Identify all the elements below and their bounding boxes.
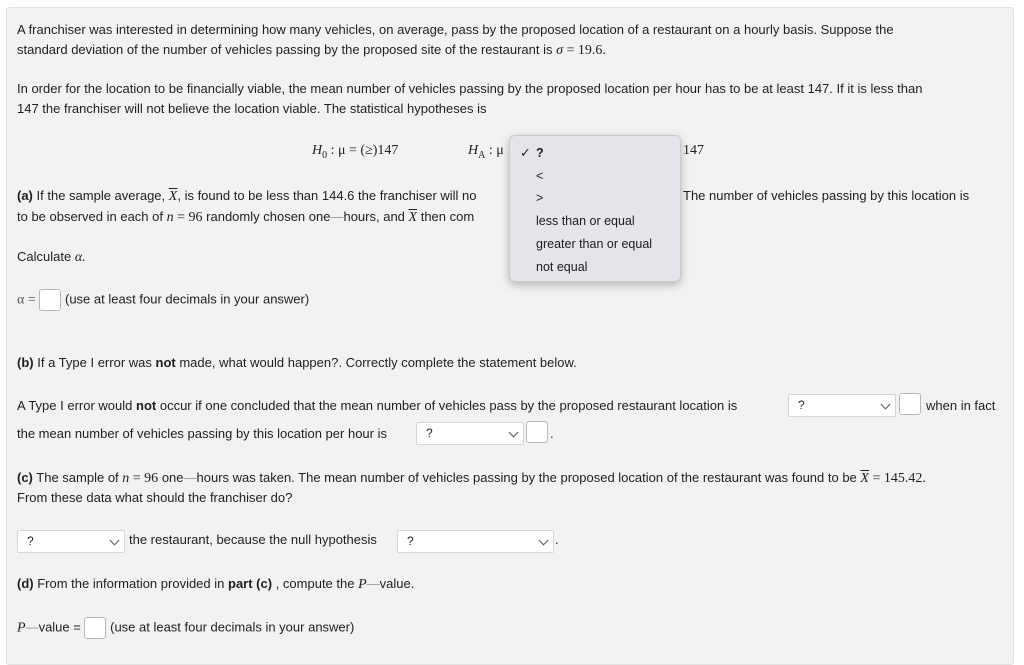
dropdown-option-le[interactable]: less than or equal [536, 214, 635, 228]
dropdown-option-less[interactable]: < [536, 169, 544, 183]
alt-hypothesis: $H_A$ : μ [468, 143, 504, 161]
dropdown-option-selected[interactable]: ? [536, 146, 544, 160]
sigma-value: σ = 19.6. [556, 43, 606, 58]
alpha-input[interactable] [39, 289, 61, 311]
part-c-select-hypothesis[interactable]: ? [397, 530, 554, 553]
para2-line-1: In order for the location to be financially viable, the mean number of vehicles passing by the proposed location per hour has to be at least 147. If it is less than [17, 81, 923, 96]
part-b-select-1[interactable]: ? [788, 394, 896, 417]
alt-hypothesis-value: 147 [683, 143, 704, 158]
part-b-select-2[interactable]: ? [416, 422, 524, 445]
period: . [550, 426, 554, 441]
calculate-alpha: Calculate α. [17, 249, 86, 265]
chevron-down-icon [110, 536, 120, 546]
null-hypothesis: $H_0$ : μ = (≥)147 [312, 143, 399, 161]
part-c-line-1: (c) The sample of n = 96 one—hours was taken. The mean number of vehicles passing by the proposed location of the restaurant was found to be $\overline{X} = 145.42$. [17, 470, 926, 486]
period: . [555, 532, 559, 547]
part-b-when-in-fact: when in fact [926, 398, 996, 413]
dropdown-option-ge[interactable]: greater than or equal [536, 237, 653, 251]
checkmark-icon: ✓ [520, 145, 531, 160]
part-c-select-action[interactable]: ? [17, 530, 125, 553]
pvalue-input[interactable] [84, 617, 106, 639]
alpha-answer-row: α = (use at least four decimals in your answer) [17, 289, 309, 311]
part-b-input-1[interactable] [899, 393, 921, 415]
part-a-line-1: (a) If the sample average, $\overline{X}$, is found to be less than 144.6 the franchiser will no [17, 188, 477, 204]
para2-line-2: 147 the franchiser will not believe the location viable. The statistical hypotheses is [17, 101, 487, 116]
part-a-line-1-end: The number of vehicles passing by this location is [683, 188, 970, 203]
intro-line-1: A franchiser was interested in determining how many vehicles, on average, pass by the proposed location of a restaurant on a hourly basis. Suppose the [17, 22, 894, 37]
intro-line-2: standard deviation of the number of vehicles passing by the proposed site of the restaurant is σ = 19.6. [17, 42, 606, 58]
part-c-mid-text: the restaurant, because the null hypothesis [129, 532, 377, 547]
part-d-question: (d) From the information provided in part (c) , compute the P—value. [17, 576, 415, 592]
part-b-statement-2: the mean number of vehicles passing by this location per hour is [17, 426, 387, 441]
part-b-question: (b) If a Type I error was not made, what would happen?. Correctly complete the statement below. [17, 355, 577, 370]
dropdown-option-ne[interactable]: not equal [536, 260, 588, 274]
dropdown-option-greater[interactable]: > [536, 191, 544, 205]
chevron-down-icon [539, 536, 549, 546]
part-b-input-2[interactable] [526, 421, 548, 443]
hypothesis-dropdown-menu[interactable] [509, 135, 681, 282]
part-c-line-2: From these data what should the franchiser do? [17, 490, 293, 505]
chevron-down-icon [881, 400, 891, 410]
part-a-line-2: to be observed in each of n = 96 randomly chosen one—hours, and $\overline{X}$ then com [17, 209, 475, 225]
chevron-down-icon [509, 428, 519, 438]
part-b-statement-1: A Type I error would not occur if one concluded that the mean number of vehicles pass by the proposed restaurant location is [17, 398, 738, 413]
pvalue-answer-row: P—value = (use at least four decimals in your answer) [17, 617, 354, 639]
